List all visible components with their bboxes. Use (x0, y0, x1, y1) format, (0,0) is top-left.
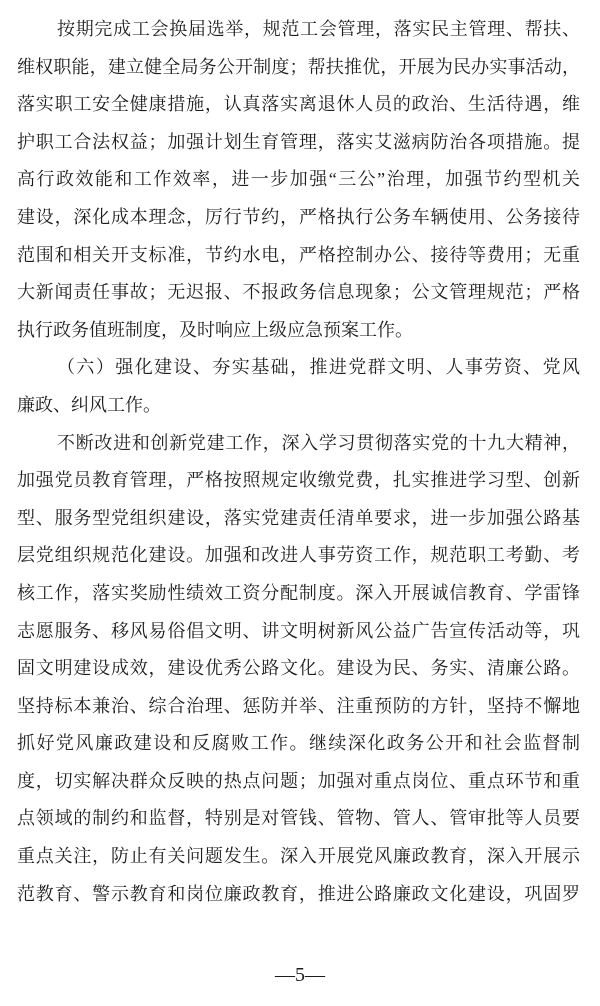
text-line: 重点关注，防止有关问题发生。深入开展党风廉政教育，深入开展示 (17, 846, 580, 867)
document-body (17, 11, 580, 913)
text-line: 高行政效能和工作效率，进一步加强“三公”治理，加强节约型机关 (17, 169, 580, 190)
paragraph (17, 425, 580, 914)
text-line: 加强党员教育管理，严格按照规定收缴党费，扎实推进学习型、创新 (17, 470, 580, 491)
text-line: 建设，深化成本理念，厉行节约，严格执行公务车辆使用、公务接待 (17, 206, 580, 227)
text-line: 点领域的制约和监督，特别是对管钱、管物、管人、管审批等人员要 (17, 808, 580, 829)
text-line: 型、服务型党组织建设，落实党建责任清单要求，进一步加强公路基 (17, 507, 580, 528)
text-line: 大新闻责任事故；无迟报、不报政务信息现象；公文管理规范；严格 (17, 282, 580, 303)
text-line: 落实职工安全健康措施，认真落实离退休人员的政治、生活待遇，维 (17, 94, 580, 115)
text-line: （六）强化建设、夯实基础，推进党群文明、人事劳资、党风 (57, 357, 580, 378)
text-line: 维权职能，建立健全局务公开制度；帮扶推优，开展为民办实事活动， (17, 56, 580, 77)
text-line: 志愿服务、移风易俗倡文明、讲文明树新风公益广告宣传活动等，巩 (17, 620, 580, 641)
paragraph (17, 349, 580, 424)
paragraph (17, 11, 580, 349)
text-line: 抓好党风廉政建设和反腐败工作。继续深化政务公开和社会监督制 (17, 733, 580, 754)
text-line: 范围和相关开支标准，节约水电，严格控制办公、接待等费用；无重 (17, 244, 580, 265)
text-line: 核工作，落实奖励性绩效工资分配制度。深入开展诚信教育、学雷锋 (17, 582, 580, 603)
text-line: 不断改进和创新党建工作，深入学习贯彻落实党的十九大精神， (57, 432, 580, 453)
text-line: 度，切实解决群众反映的热点问题；加强对重点岗位、重点环节和重 (17, 770, 580, 791)
text-line: 固文明建设成效，建设优秀公路文化。建设为民、务实、清廉公路。 (17, 658, 580, 679)
text-line: 坚持标本兼治、综合治理、惩防并举、注重预防的方针，坚持不懈地 (17, 695, 580, 716)
text-line: 范教育、警示教育和岗位廉政教育，推进公路廉政文化建设，巩固罗 (17, 883, 580, 904)
page-number: —5— (275, 964, 325, 986)
text-line: 层党组织规范化建设。加强和改进人事劳资工作，规范职工考勤、考 (17, 545, 580, 566)
text-line: 按期完成工会换届选举，规范工会管理，落实民主管理、帮扶、 (57, 19, 580, 39)
text-line: 廉政、纠风工作。 (17, 394, 161, 415)
text-line: 护职工合法权益；加强计划生育管理，落实艾滋病防治各项措施。提 (17, 131, 580, 152)
text-line: 执行政务值班制度，及时响应上级应急预案工作。 (17, 319, 413, 340)
